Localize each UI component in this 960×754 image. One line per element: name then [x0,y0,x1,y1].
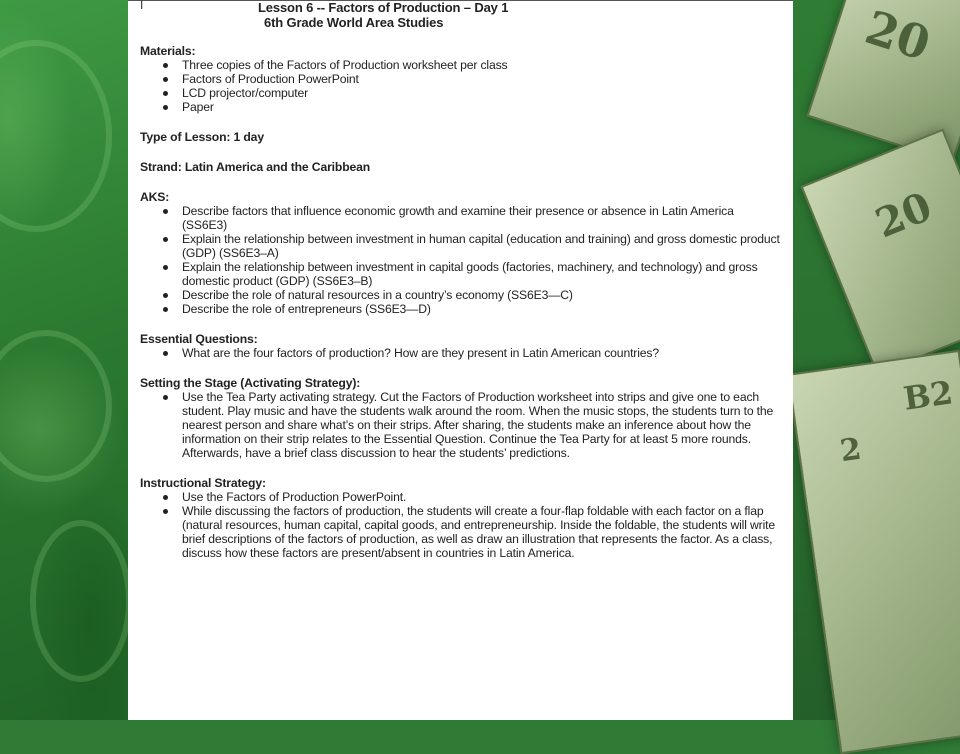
list-item: Factors of Production PowerPoint [182,72,780,86]
list-item: Describe factors that influence economic growth and examine their presence or absence in Latin America (SS6E3) [182,204,780,232]
dollar-bill-image: 20 [806,0,960,164]
list-item: While discussing the factors of production, the students will create a four-flap foldable with each factor on a flap (natural resources, human capital, capital goods, and entrepreneurship. Inside the foldable, the students will write brief descriptions of the factors of production, as well as draw an illustration that represents the factor. As a class, discuss how these factors are present/absent in countries in Latin America. [182,504,780,560]
aks-heading: AKS: [140,190,170,204]
type-of-lesson: Type of Lesson: 1 day [140,130,264,144]
swirl-decoration [0,330,112,482]
list-item: Describe the role of natural resources in a country’s economy (SS6E3—C) [182,288,780,302]
instructional-strategy-heading: Instructional Strategy: [140,476,266,490]
title-line-2: 6th Grade World Area Studies [264,15,444,30]
list-item: Three copies of the Factors of Production worksheet per class [182,58,780,72]
document-content [140,44,780,560]
strand: Strand: Latin America and the Caribbean [140,160,371,174]
aks-list [140,204,780,316]
list-item: Explain the relationship between investment in capital goods (factories, machinery, and technology) and gross domestic product (GDP) (SS6E3–B) [182,260,780,288]
document-title [128,0,793,30]
left-decorative-background [0,0,128,720]
dollar-bill-image: 20 [800,129,960,376]
list-item: Use the Tea Party activating strategy. Cut the Factors of Production worksheet into strips and give one to each student. Play music and have the students walk around the room. When the music stops, the students turn to the nearest person and share what’s on their strips. After sharing, the students make an inference about how the information on their strip relates to the Essential Question. Continue the Tea Party for at least 5 more rounds. Afterwards, have a brief class discussion to hear the students’ predictions. [182,390,780,460]
dollar-bill-image: B2 2 [787,350,960,754]
text-cursor-icon: I [140,0,144,12]
list-item: What are the four factors of production? How are they present in Latin American countries? [182,346,780,360]
setting-the-stage-heading: Setting the Stage (Activating Strategy): [140,376,361,390]
essential-questions-list [140,346,780,360]
list-item: Paper [182,100,780,114]
right-money-decoration [793,0,960,720]
list-item: Describe the role of entrepreneurs (SS6E3—D) [182,302,780,316]
swirl-decoration [30,520,132,682]
lesson-plan-page [128,0,793,720]
instructional-strategy-list [140,490,780,560]
swirl-decoration [0,40,112,232]
materials-list [140,58,780,114]
title-line-1: Lesson 6 -- Factors of Production – Day 1 [258,0,509,15]
setting-the-stage-list [140,390,780,460]
list-item: LCD projector/computer [182,86,780,100]
essential-questions-heading: Essential Questions: [140,332,258,346]
list-item: Explain the relationship between investment in human capital (education and training) and gross domestic product (GDP) (SS6E3–A) [182,232,780,260]
materials-heading: Materials: [140,44,196,58]
list-item: Use the Factors of Production PowerPoint. [182,490,780,504]
